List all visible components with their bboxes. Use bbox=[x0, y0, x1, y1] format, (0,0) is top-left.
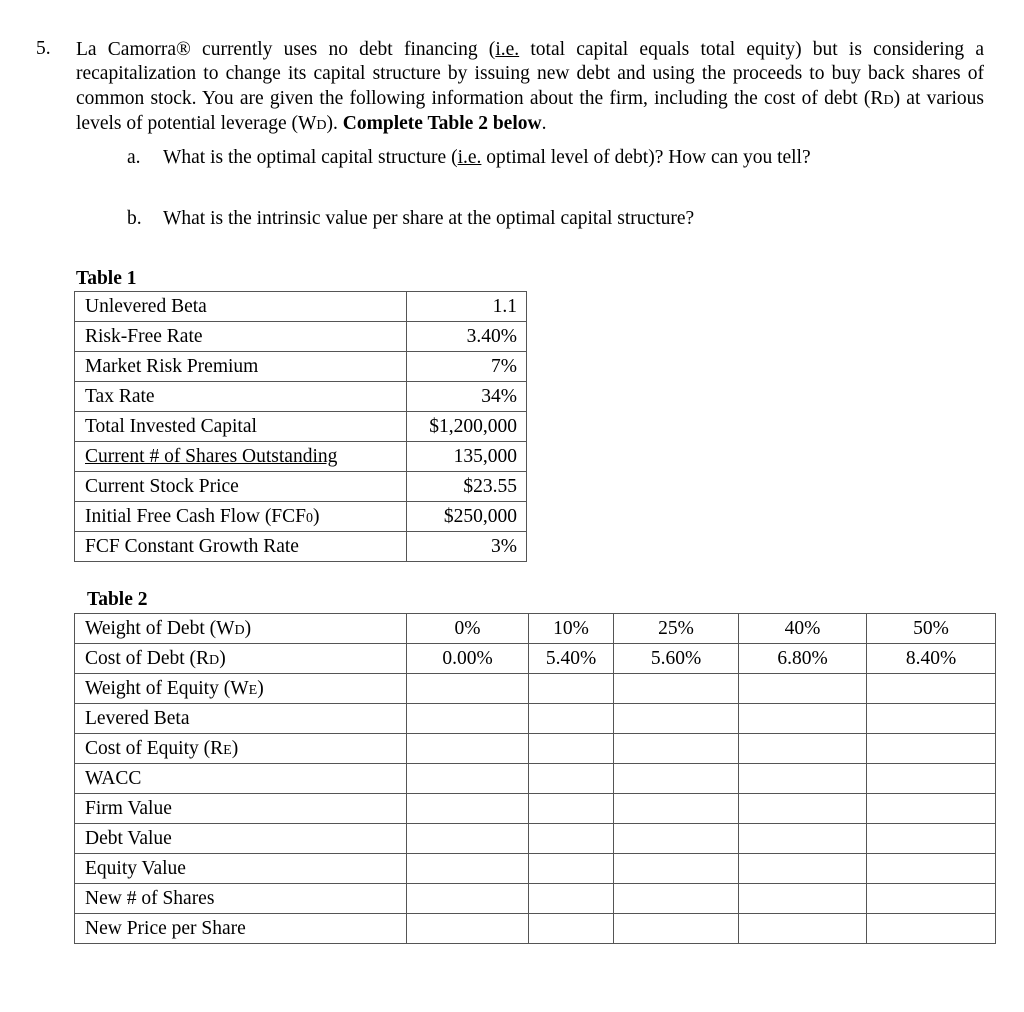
row-label: Tax Rate bbox=[75, 382, 407, 412]
empty-cell[interactable] bbox=[529, 764, 614, 794]
empty-cell[interactable] bbox=[867, 854, 996, 884]
row-label: Weight of Equity (WE) bbox=[75, 674, 407, 704]
empty-cell[interactable] bbox=[407, 734, 529, 764]
table-row bbox=[75, 352, 527, 382]
empty-cell[interactable] bbox=[614, 704, 739, 734]
cell: 5.60% bbox=[614, 644, 739, 674]
empty-cell[interactable] bbox=[407, 884, 529, 914]
row-label: Weight of Debt (WD) bbox=[75, 614, 407, 644]
empty-cell[interactable] bbox=[867, 794, 996, 824]
table-row bbox=[75, 382, 527, 412]
empty-cell[interactable] bbox=[739, 674, 867, 704]
row-label: New Price per Share bbox=[75, 914, 407, 944]
row-value: 7% bbox=[407, 352, 527, 382]
cell: 0% bbox=[407, 614, 529, 644]
empty-cell[interactable] bbox=[739, 824, 867, 854]
empty-cell[interactable] bbox=[407, 914, 529, 944]
row-label: Current # of Shares Outstanding bbox=[75, 442, 407, 472]
row-label: Total Invested Capital bbox=[75, 412, 407, 442]
table-row bbox=[75, 674, 996, 704]
empty-cell[interactable] bbox=[529, 914, 614, 944]
empty-cell[interactable] bbox=[614, 764, 739, 794]
cell: 6.80% bbox=[739, 644, 867, 674]
empty-cell[interactable] bbox=[867, 764, 996, 794]
table-row bbox=[75, 644, 996, 674]
table-row bbox=[75, 532, 527, 562]
row-label: Cost of Equity (RE) bbox=[75, 734, 407, 764]
table1-caption: Table 1 bbox=[76, 268, 137, 289]
empty-cell[interactable] bbox=[407, 674, 529, 704]
cell: 25% bbox=[614, 614, 739, 644]
row-label: Current Stock Price bbox=[75, 472, 407, 502]
empty-cell[interactable] bbox=[867, 824, 996, 854]
empty-cell[interactable] bbox=[529, 674, 614, 704]
cell: 8.40% bbox=[867, 644, 996, 674]
table-row bbox=[75, 884, 996, 914]
empty-cell[interactable] bbox=[739, 734, 867, 764]
row-value: 34% bbox=[407, 382, 527, 412]
row-value: $250,000 bbox=[407, 502, 527, 532]
row-label: New # of Shares bbox=[75, 884, 407, 914]
empty-cell[interactable] bbox=[407, 764, 529, 794]
empty-cell[interactable] bbox=[614, 854, 739, 884]
row-value: $23.55 bbox=[407, 472, 527, 502]
row-label: Cost of Debt (RD) bbox=[75, 644, 407, 674]
empty-cell[interactable] bbox=[614, 884, 739, 914]
row-value: 3.40% bbox=[407, 322, 527, 352]
table-row bbox=[75, 502, 527, 532]
subquestion-text: What is the intrinsic value per share at the optimal capital structure? bbox=[163, 208, 695, 229]
cell: 5.40% bbox=[529, 644, 614, 674]
empty-cell[interactable] bbox=[739, 764, 867, 794]
row-label: Debt Value bbox=[75, 824, 407, 854]
cell: 50% bbox=[867, 614, 996, 644]
row-label: Firm Value bbox=[75, 794, 407, 824]
empty-cell[interactable] bbox=[614, 734, 739, 764]
table-row bbox=[75, 442, 527, 472]
table-row bbox=[75, 322, 527, 352]
table-row bbox=[75, 412, 527, 442]
row-value: 135,000 bbox=[407, 442, 527, 472]
empty-cell[interactable] bbox=[867, 734, 996, 764]
empty-cell[interactable] bbox=[407, 824, 529, 854]
row-value: 3% bbox=[407, 532, 527, 562]
row-label: Levered Beta bbox=[75, 704, 407, 734]
empty-cell[interactable] bbox=[407, 794, 529, 824]
row-value: 1.1 bbox=[407, 292, 527, 322]
table-row bbox=[75, 704, 996, 734]
empty-cell[interactable] bbox=[529, 704, 614, 734]
empty-cell[interactable] bbox=[867, 914, 996, 944]
table-row bbox=[75, 764, 996, 794]
subquestion-letter: a. bbox=[127, 147, 141, 168]
empty-cell[interactable] bbox=[739, 914, 867, 944]
empty-cell[interactable] bbox=[739, 794, 867, 824]
empty-cell[interactable] bbox=[614, 824, 739, 854]
table-row bbox=[75, 824, 996, 854]
table-row bbox=[75, 854, 996, 884]
ie-abbrev: i.e. bbox=[495, 39, 520, 60]
empty-cell[interactable] bbox=[739, 884, 867, 914]
row-value: $1,200,000 bbox=[407, 412, 527, 442]
empty-cell[interactable] bbox=[529, 854, 614, 884]
empty-cell[interactable] bbox=[529, 734, 614, 764]
empty-cell[interactable] bbox=[407, 854, 529, 884]
table-row bbox=[75, 734, 996, 764]
row-label: Risk-Free Rate bbox=[75, 322, 407, 352]
row-label: Equity Value bbox=[75, 854, 407, 884]
empty-cell[interactable] bbox=[529, 824, 614, 854]
row-label: WACC bbox=[75, 764, 407, 794]
row-label: Unlevered Beta bbox=[75, 292, 407, 322]
empty-cell[interactable] bbox=[529, 794, 614, 824]
table-row bbox=[75, 614, 996, 644]
table-row bbox=[75, 914, 996, 944]
table2 bbox=[74, 613, 996, 944]
empty-cell[interactable] bbox=[529, 884, 614, 914]
empty-cell[interactable] bbox=[739, 854, 867, 884]
empty-cell[interactable] bbox=[739, 704, 867, 734]
empty-cell[interactable] bbox=[614, 914, 739, 944]
empty-cell[interactable] bbox=[407, 704, 529, 734]
cell: 0.00% bbox=[407, 644, 529, 674]
table-row bbox=[75, 472, 527, 502]
empty-cell[interactable] bbox=[867, 884, 996, 914]
table1 bbox=[74, 291, 527, 562]
question-number: 5. bbox=[36, 38, 51, 59]
empty-cell[interactable] bbox=[867, 704, 996, 734]
row-label: Initial Free Cash Flow (FCF0) bbox=[75, 502, 407, 532]
instruction-bold: Complete Table 2 below bbox=[342, 112, 542, 134]
cell: 10% bbox=[529, 614, 614, 644]
empty-cell[interactable] bbox=[614, 794, 739, 824]
subquestion-letter: b. bbox=[127, 208, 142, 229]
table-row bbox=[75, 292, 527, 322]
table2-caption: Table 2 bbox=[87, 589, 148, 610]
subquestion-text: What is the optimal capital structure (i.e. optimal level of debt)? How can you tell? bbox=[163, 147, 811, 168]
empty-cell[interactable] bbox=[867, 674, 996, 704]
empty-cell[interactable] bbox=[614, 674, 739, 704]
row-label: Market Risk Premium bbox=[75, 352, 407, 382]
cell: 40% bbox=[739, 614, 867, 644]
question-text: La Camorra® currently uses no debt financing (i.e. total capital equals total equity) but is considering a recapitalization to change its capital structure by issuing new debt and using the proceeds to buy back shares of common stock. You are given the following information about the firm, including the cost of debt (RD) at various levels of potential leverage (WD). Complete Table 2 below. bbox=[76, 39, 984, 134]
row-label: FCF Constant Growth Rate bbox=[75, 532, 407, 562]
table-row bbox=[75, 794, 996, 824]
